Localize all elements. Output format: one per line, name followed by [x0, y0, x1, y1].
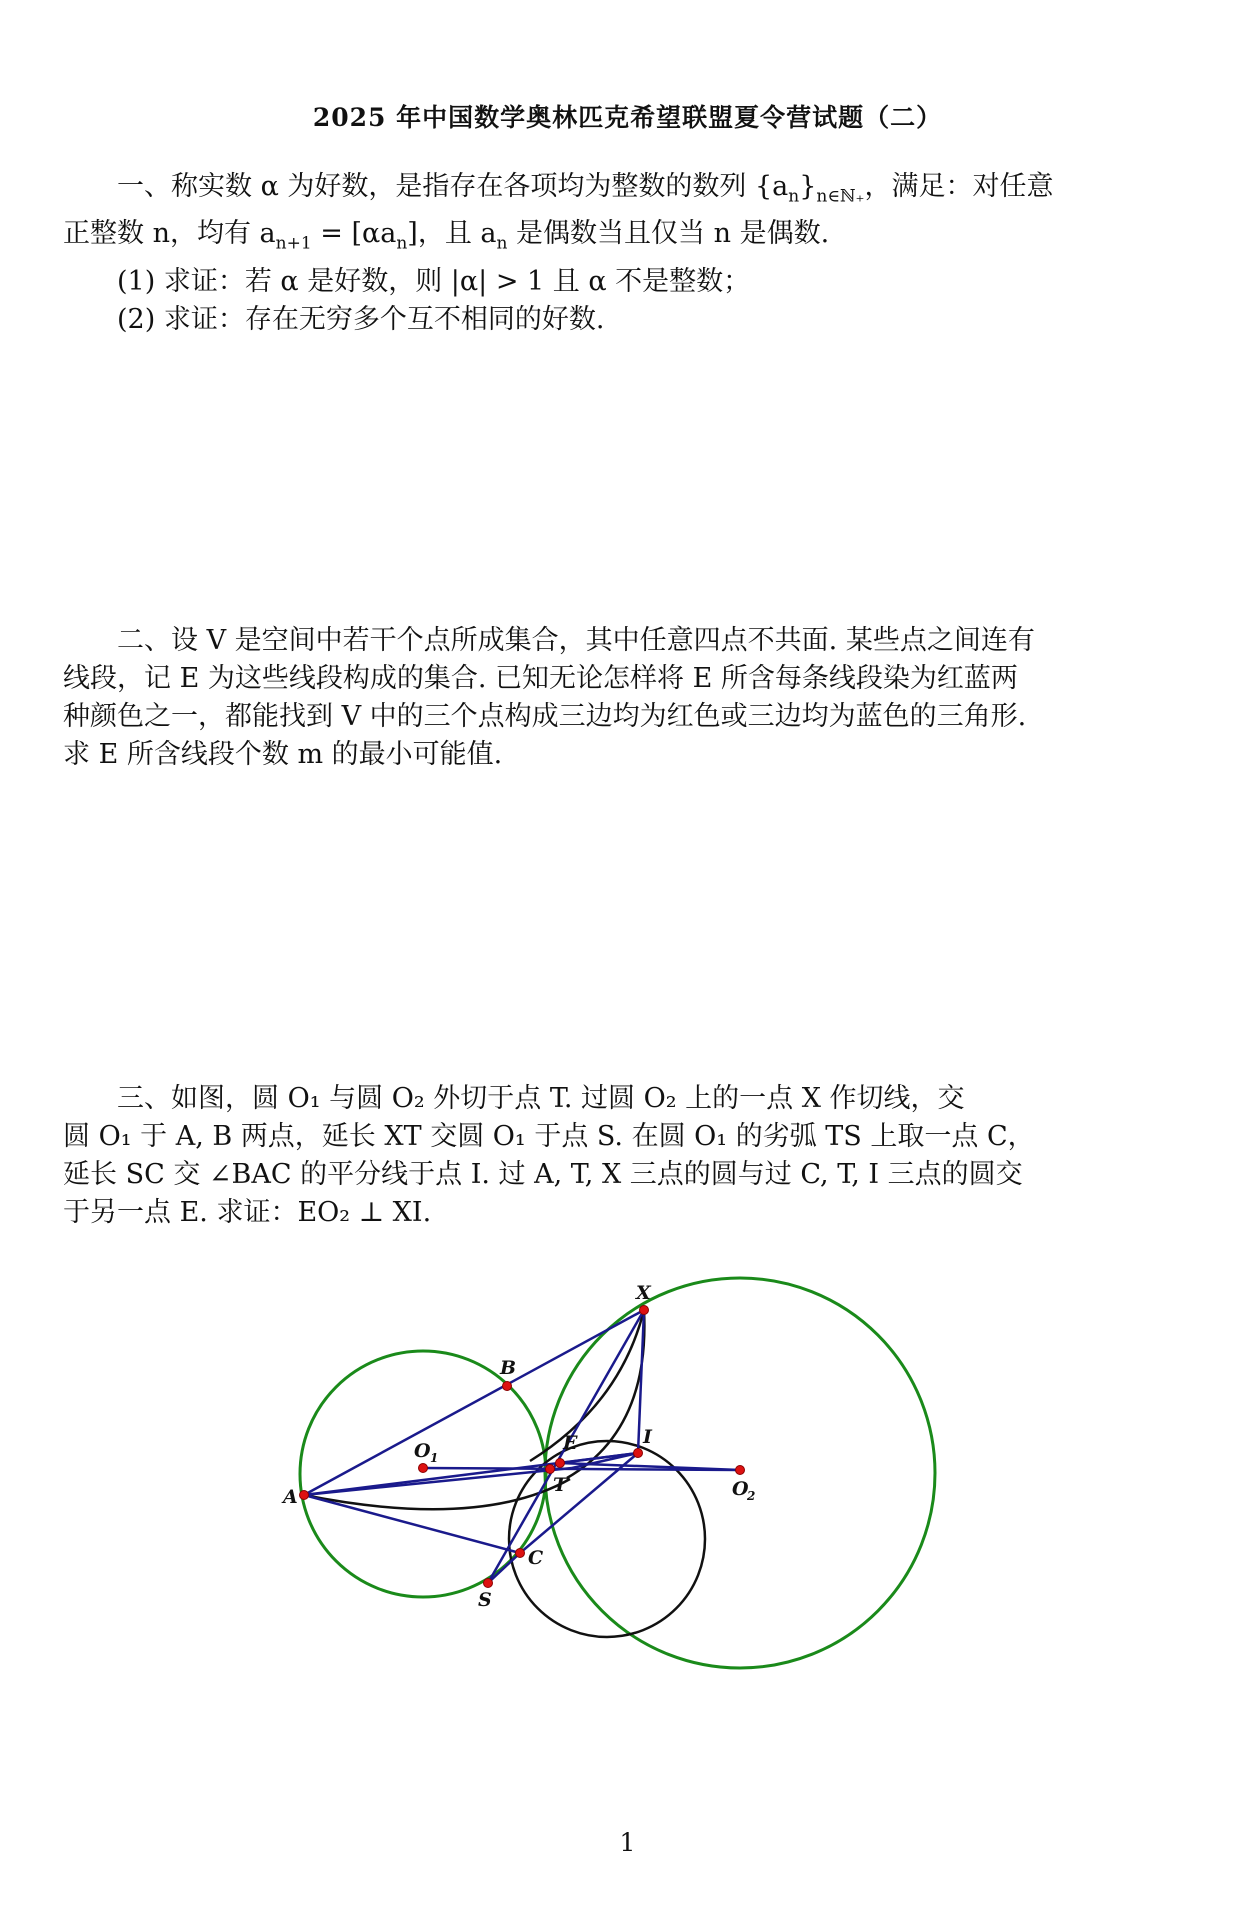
- label-c: C: [528, 1547, 544, 1569]
- p1-text-d: 正整数 n，均有 a: [63, 218, 276, 250]
- line-ac: [304, 1495, 520, 1553]
- point-o1: [419, 1464, 428, 1473]
- point-t: [546, 1465, 555, 1474]
- problem-1: [63, 168, 1178, 339]
- point-i: [634, 1449, 643, 1458]
- label-o2: O: [732, 1478, 749, 1500]
- p1-sub-n: n: [788, 186, 800, 207]
- p2-line-2: 线段，记 E 为这些线段构成的集合. 已知无论怎样将 E 所含每条线段染为红蓝两: [63, 663, 1018, 694]
- p1-text-e: = [αa: [311, 218, 397, 250]
- label-e: E: [563, 1432, 578, 1454]
- p3-line-2: 圆 O₁ 于 A, B 两点，延长 XT 交圆 O₁ 于点 S. 在圆 O₁ 的劣弧 TS 上取一点 C，: [63, 1121, 1035, 1152]
- p1-text-f: ]，且 a: [407, 218, 497, 250]
- label-o2-sub: 2: [747, 1489, 756, 1503]
- p3-line-3: 延长 SC 交 ∠BAC 的平分线于点 I. 过 A, T, X 三点的圆与过 C, T, I 三点的圆交: [63, 1159, 1023, 1190]
- p3-line-1: 三、如图，圆 O₁ 与圆 O₂ 外切于点 T. 过圆 O₂ 上的一点 X 作切线，交: [117, 1083, 965, 1114]
- page-title: 2025 年中国数学奥林匹克希望联盟夏令营试题（二）: [312, 103, 943, 132]
- point-s: [484, 1579, 493, 1588]
- p3-line-4: 于另一点 E. 求证：EO₂ ⊥ XI.: [63, 1197, 432, 1228]
- label-o1-sub: 1: [430, 1451, 439, 1465]
- p1-sub-set: n∈ℕ₊: [816, 186, 865, 207]
- point-c: [516, 1549, 525, 1558]
- p2-line-1: 二、设 V 是空间中若干个点所成集合，其中任意四点不共面. 某些点之间连有: [117, 625, 1035, 656]
- label-s: S: [478, 1589, 492, 1611]
- point-o2: [736, 1466, 745, 1475]
- p1-text-a: 一、称实数 α 为好数，是指存在各项均为整数的数列 {a: [117, 171, 789, 202]
- label-x: X: [636, 1282, 651, 1304]
- problem-3: [63, 1080, 1178, 1232]
- p2-line-4: 求 E 所含线段个数 m 的最小可能值.: [63, 739, 503, 770]
- p2-line-3: 种颜色之一，都能找到 V 中的三个点构成三边均为红色或三边均为蓝色的三角形.: [63, 701, 1027, 732]
- p1-text-g: 是偶数当且仅当 n 是偶数.: [507, 218, 830, 250]
- p1-text-b: }: [799, 171, 817, 202]
- p1-part-2: (2) 求证：存在无穷多个互不相同的好数.: [117, 303, 605, 335]
- problem-2: [63, 622, 1178, 774]
- label-i: I: [643, 1426, 652, 1448]
- point-e: [556, 1459, 565, 1468]
- label-b: B: [500, 1357, 517, 1379]
- point-a: [300, 1491, 309, 1500]
- label-o1: O: [414, 1440, 431, 1462]
- page-number: 1: [619, 1828, 636, 1857]
- label-a: A: [283, 1486, 298, 1508]
- point-x: [640, 1306, 649, 1315]
- p1-sub-n-2: n: [396, 233, 408, 254]
- p1-sub-n-3: n: [496, 233, 508, 254]
- p1-part-1: (1) 求证：若 α 是好数，则 |α| > 1 且 α 不是整数；: [117, 265, 751, 297]
- point-b: [503, 1382, 512, 1391]
- p1-text-c: ，满足：对任意: [864, 171, 1054, 202]
- label-t: T: [553, 1474, 568, 1496]
- p1-sub-n1: n+1: [275, 233, 312, 254]
- geometry-figure: [270, 1265, 960, 1675]
